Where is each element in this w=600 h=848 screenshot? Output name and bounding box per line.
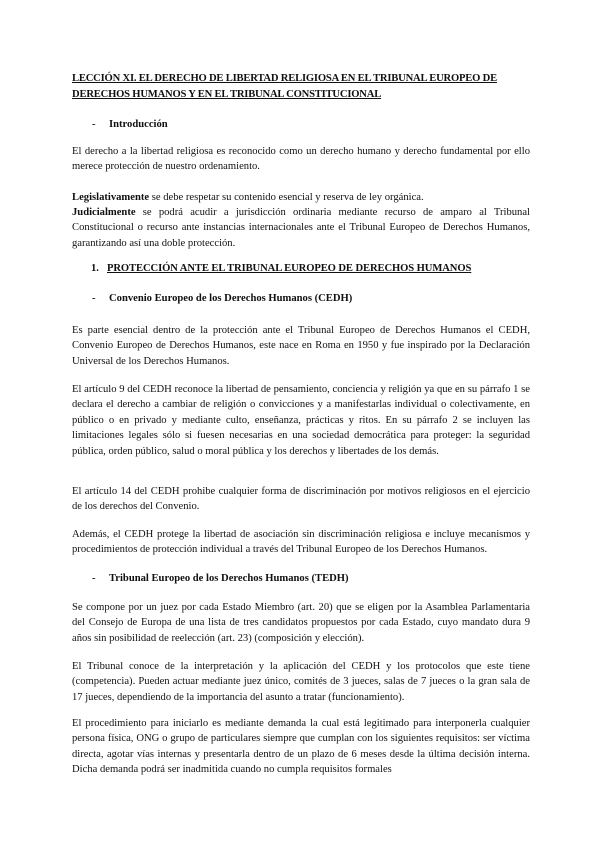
cedh-paragraph-2: El artículo 9 del CEDH reconoce la libertad de pensamiento, conciencia y religión ya que en su párrafo 1 se declara el derecho a cambiar de religión o convicciones y a manifestarlas individual o colectivamente, en público o en privado y mediante culto, enseñanza, prácticas y ritos. En su párrafo 2 se incluyen las limitaciones legales sólo si fuesen necesarias en una sociedad democrática para proteger: la seguridad pública, orden público, salud o moral pública y los derechos y libertades de los demás. bbox=[72, 384, 530, 457]
legislative-paragraph bbox=[72, 190, 530, 205]
judicial-text: se podrá acudir a jurisdicción ordinaria mediante recurso de amparo al Tribunal Constitucional o recurso ante instancias internacionales ante el Tribunal Europeo de Derechos Humanos, garantizando así una doble protección. bbox=[72, 207, 530, 249]
bullet-dash: - bbox=[92, 119, 96, 130]
tedh-heading bbox=[92, 571, 349, 586]
intro-heading-text: Introducción bbox=[109, 119, 168, 130]
legislative-lead: Legislativamente bbox=[72, 192, 150, 203]
section-heading-1 bbox=[91, 261, 471, 276]
cedh-heading-text: Convenio Europeo de los Derechos Humanos (CEDH) bbox=[109, 293, 353, 304]
intro-paragraph: El derecho a la libertad religiosa es reconocido como un derecho humano y derecho fundamental por ello merece protección de nuestro ordenamiento. bbox=[72, 146, 530, 173]
legislative-text: se debe respetar su contenido esencial y reserva de ley orgánica. bbox=[149, 192, 424, 203]
tedh-paragraph-1: Se compone por un juez por cada Estado Miembro (art. 20) que se eligen por la Asamblea Parlamentaria del Consejo de Europa de una lista de tres candidatos propuestos por cada Estado, cuyo mandato dura 9 años sin posibilidad de reelección (art. 23) (composición y elección). bbox=[72, 602, 530, 644]
tedh-paragraph-3: El procedimiento para iniciarlo es mediante demanda la cual está legitimado para interponerla cualquier persona física, ONG o grupo de particulares siempre que cumplan con los siguientes requisitos: ser víctima directa, agotar vías internas y presentarla dentro de un plazo de 6 meses desde la última decisión interna. Dicha demanda podrá ser inadmitida cuando no cumpla requisitos formales bbox=[72, 718, 530, 776]
cedh-paragraph-1: Es parte esencial dentro de la protección ante el Tribunal Europeo de Derechos Humanos el CEDH, Convenio Europeo de Derechos Humanos, este nace en Roma en 1950 y fue inspirado por la Declaración Universal de los Derechos Humanos. bbox=[72, 325, 530, 367]
tedh-heading-text: Tribunal Europeo de los Derechos Humanos (TEDH) bbox=[109, 573, 349, 584]
lesson-title: LECCIÓN XI. EL DERECHO DE LIBERTAD RELIGIOSA EN EL TRIBUNAL EUROPEO DE DERECHOS HUMANOS Y EN EL TRIBUNAL CONSTITUCIONAL bbox=[72, 73, 497, 100]
cedh-paragraph-3: El artículo 14 del CEDH prohibe cualquier forma de discriminación por motivos religiosos en el ejercicio de los derechos del Convenio. bbox=[72, 486, 530, 513]
judicial-paragraph bbox=[72, 205, 530, 251]
section-number: 1. bbox=[91, 263, 99, 274]
bullet-dash: - bbox=[92, 293, 96, 304]
tedh-paragraph-2: El Tribunal conoce de la interpretación y la aplicación del CEDH y los protocolos que este tiene (competencia). Pueden actuar mediante juez único, comités de 3 jueces, salas de 7 jueces o la gran sala de 17 jueces, dependiendo de la importancia del asunto a tratar (funcionamiento). bbox=[72, 661, 530, 703]
intro-heading bbox=[92, 117, 168, 132]
judicial-lead: Judicialmente bbox=[72, 207, 136, 218]
section-title: PROTECCIÓN ANTE EL TRIBUNAL EUROPEO DE DERECHOS HUMANOS bbox=[107, 263, 472, 274]
cedh-heading bbox=[92, 291, 352, 306]
cedh-paragraph-4: Además, el CEDH protege la libertad de asociación sin discriminación religiosa e incluye mecanismos y procedimientos de protección individual a través del Tribunal Europeo de los Derechos Humanos. bbox=[72, 529, 530, 556]
bullet-dash: - bbox=[92, 573, 96, 584]
